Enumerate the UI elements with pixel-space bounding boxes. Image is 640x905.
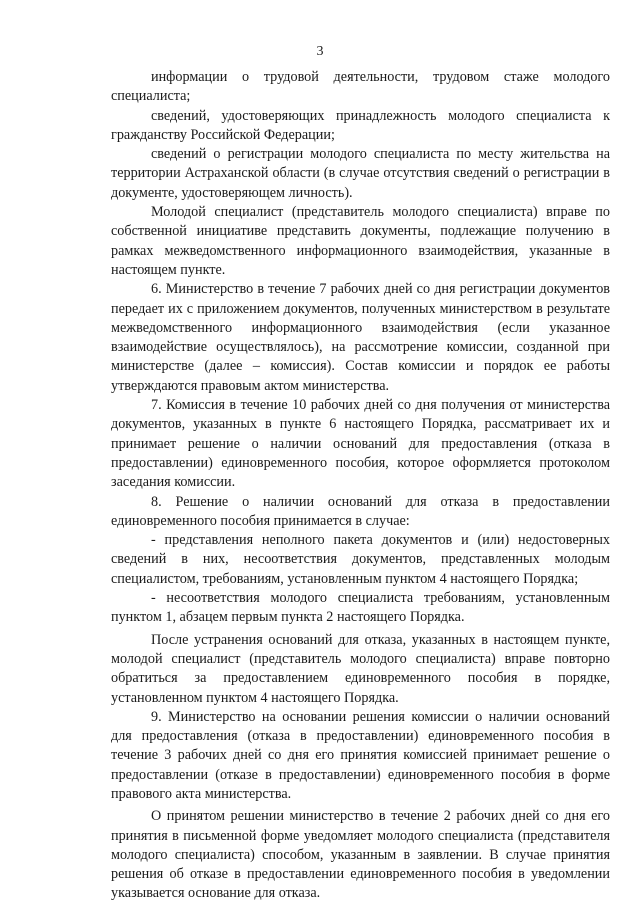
paragraph-item-7: 7. Комиссия в течение 10 рабочих дней со дня получения от министерства документов, указанных в пункте 6 настоящего Порядка, рассматривает их и принимает решение о наличии оснований для предоставления (отказа в предоставлении) единовременного пособия, которое оформляется протоколом заседания комиссии. <box>111 397 610 491</box>
paragraph-item-6: 6. Министерство в течение 7 рабочих дней со дня регистрации документов передает их с приложением документов, полученных министерством в результате межведомственного информационного взаимодействия (если указанное взаимодействие осуществлялось), на рассмотрение комиссии, созданной при министерстве (далее – комиссия). Состав комиссии и порядок ее работы утверждаются правовым актом министерства. <box>111 281 610 394</box>
paragraph-item-9: 9. Министерство на основании решения комиссии о наличии оснований для предоставления (отказа в предоставлении) единовременного пособия в течение 3 рабочих дней со дня его принятия комиссией принимает решение о предоставлении (отказе в предоставлении) единовременного пособия в форме правового акта министерства. <box>111 708 610 802</box>
paragraph-work-info: информации о трудовой деятельности, трудовом стаже молодого специалиста; <box>111 69 610 105</box>
paragraph-reapply: После устранения оснований для отказа, указанных в настоящем пункте, молодой специалист (представитель молодого специалиста) вправе повторно обратиться за предоставлением единовременного пособия в порядке, установленном пунктом 4 настоящего Порядка. <box>111 631 610 706</box>
paragraph-own-initiative: Молодой специалист (представитель молодого специалиста) вправе по собственной инициативе представить документы, подлежащие получению в рамках межведомственного информационного взаимодействия, указанные в настоящем пункте. <box>111 204 610 278</box>
paragraph-notification: О принятом решении министерство в течение 2 рабочих дней со дня его принятия в письменной форме уведомляет молодого специалиста (представителя молодого специалиста) способом, указанным в заявлении. В случае принятия решения об отказе в предоставлении единовременного пособия в уведомлении указывается основание для отказа. <box>111 808 610 902</box>
document-body <box>111 68 610 904</box>
paragraph-refusal-reason-2: - несоответствия молодого специалиста требованиям, установленным пунктом 1, абзацем первым пункта 2 настоящего Порядка. <box>111 590 610 626</box>
paragraph-registration: сведений о регистрации молодого специалиста по месту жительства на территории Астраханской области (в случае отсутствия сведений о регистрации в документе, удостоверяющем личность). <box>111 146 610 201</box>
paragraph-refusal-reason-1: - представления неполного пакета документов и (или) недостоверных сведений в них, несоответствия документов, представленных молодым специалистом, требованиям, установленным пунктом 4 настоящего Порядка; <box>111 532 610 587</box>
paragraph-item-8: 8. Решение о наличии оснований для отказа в предоставлении единовременного пособия принимается в случае: <box>111 493 610 529</box>
paragraph-citizenship: сведений, удостоверяющих принадлежность молодого специалиста к гражданству Российской Федерации; <box>111 107 610 143</box>
page-number: 3 <box>316 44 324 59</box>
